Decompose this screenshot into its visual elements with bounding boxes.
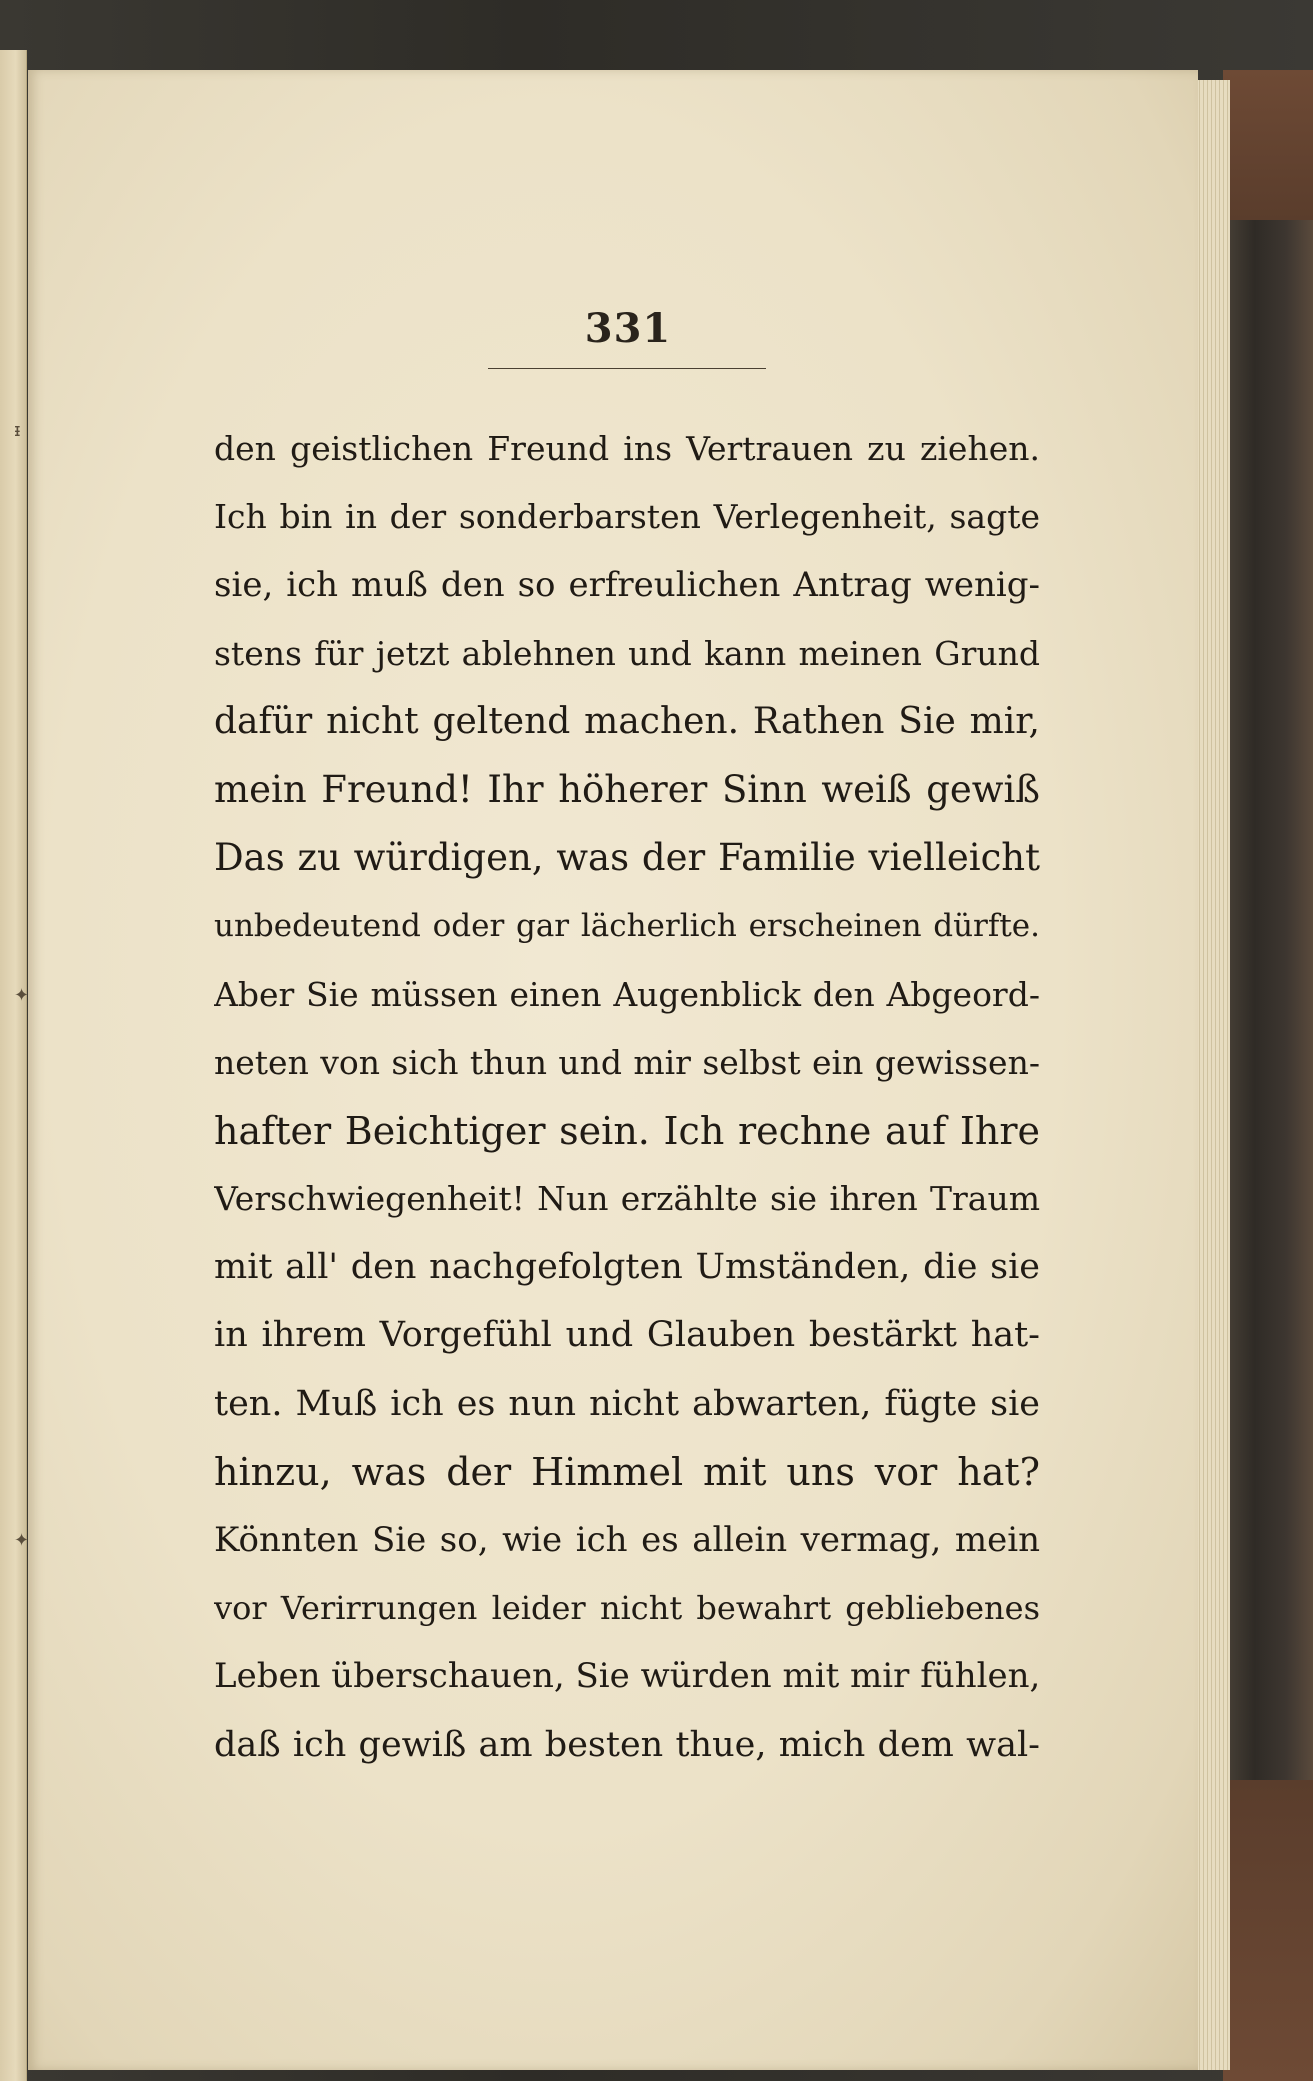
margin-mark-2: ✦ <box>14 985 30 1006</box>
text-line: ten. Muß ich es nun nicht abwarten, fügte sie <box>214 1383 1040 1424</box>
text-line: dafür nicht geltend machen. Rathen Sie mir, <box>214 700 1040 742</box>
text-line: Leben überschauen, Sie würden mit mir fühlen, <box>214 1656 1040 1697</box>
text-line: stens für jetzt ablehnen und kann meinen Grund <box>214 633 1040 673</box>
header-rule <box>488 368 766 369</box>
text-line: Das zu würdigen, was der Familie vielleicht <box>214 836 1040 880</box>
text-line: hinzu, was der Himmel mit uns vor hat? <box>214 1449 1040 1494</box>
margin-mark-1: ᵻ <box>14 420 21 441</box>
text-line: den geistlichen Freund ins Vertrauen zu ziehen. <box>214 429 1040 468</box>
text-line: daß ich gewiß am besten thue, mich dem wal- <box>214 1724 1040 1765</box>
previous-page-edge <box>0 50 30 2081</box>
text-line: Aber Sie müssen einen Augenblick den Abgeord- <box>214 974 1040 1014</box>
margin-mark-3: ✦ <box>14 1530 30 1551</box>
page-number: 331 <box>584 305 672 352</box>
text-line: Könnten Sie so, wie ich es allein vermag, mein <box>214 1520 1040 1560</box>
text-line: vor Verirrungen leider nicht bewahrt gebliebenes <box>214 1589 1040 1628</box>
book-page <box>28 70 1198 2070</box>
text-line: sie, ich muß den so erfreulichen Antrag wenig- <box>214 565 1040 606</box>
text-line: neten von sich thun und mir selbst ein gewissen- <box>214 1042 1040 1082</box>
text-line: hafter Beichtiger sein. Ich rechne auf Ihre <box>214 1108 1040 1153</box>
text-line: mein Freund! Ihr höherer Sinn weiß gewiß <box>214 767 1040 811</box>
page-text <box>214 415 1040 1779</box>
text-line: Ich bin in der sonderbarsten Verlegenheit, sagte <box>214 497 1040 537</box>
cover-corner-bottom <box>1223 1780 1313 2081</box>
cover-corner-top <box>1223 70 1313 220</box>
text-line: in ihrem Vorgefühl und Glauben bestärkt hat- <box>214 1315 1040 1356</box>
text-line: unbedeutend oder gar lächerlich erscheinen dürfte. <box>214 908 1040 945</box>
text-line: mit all' den nachgefolgten Umständen, die sie <box>214 1247 1040 1288</box>
text-line: Verschwiegenheit! Nun erzählte sie ihren Traum <box>214 1179 1040 1219</box>
